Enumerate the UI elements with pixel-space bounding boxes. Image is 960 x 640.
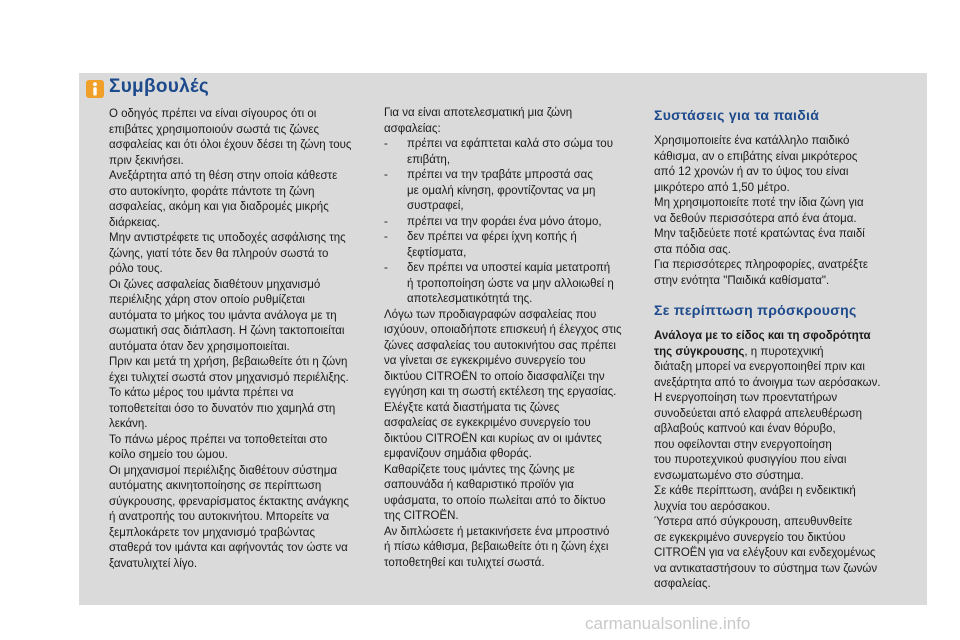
text-line: αυτόματης ακινητοποίησης σε περίπτωση (109, 480, 322, 492)
text-line: δικτύου CITROËN και κυρίως αν οι ιμάντες (384, 432, 602, 445)
text-line: πρέπει να την φοράει ένα μόνο άτομο, (407, 215, 602, 228)
impact-bold-line: Ανάλογα με το είδος και τη σφοδρότητα (654, 330, 871, 342)
text-line: ή πίσω κάθισμα, βεβαιωθείτε ότι η ζώνη έχει (384, 541, 609, 553)
text-line: ασφαλείας, ακόμη και για διαδρομές μικρής (109, 201, 329, 213)
text-line: Για να είναι αποτελεσματική μια ζώνη (384, 107, 573, 119)
text-line: της CITROËN. (384, 510, 459, 522)
impact-after-bold: , η πυροτεχνική (744, 345, 824, 358)
text-line: εμφανίζουν σημάδια φθοράς. (384, 448, 532, 460)
bullet-dash: - (384, 262, 388, 274)
text-line: Η ενεργοποίηση των προεντατήρων (654, 392, 838, 404)
column-2 (384, 106, 646, 571)
text-line: σε εγκεκριμένο συνεργείο του δικτύου (654, 531, 846, 544)
text-line: ρόλο τους. (109, 263, 163, 275)
text-line: ή τροποποίηση ώστε να μην αλλοιωθεί η (407, 277, 614, 290)
text-line: επιβάτες χρησιμοποιούν σωστά τις ζώνες (109, 123, 320, 136)
text-line: ασφαλείας: (384, 122, 441, 135)
text-line: επιβάτη, (407, 153, 451, 166)
list-item (384, 215, 646, 231)
text-line: πρέπει να εφάπτεται καλά στο σώμα του (407, 138, 613, 150)
text-line: δεν πρέπει να φέρει ίχνη κοπής ή (407, 231, 577, 243)
text-line: ανεξάρτητα από το άνοιγμα των αερόσακων. (654, 376, 881, 389)
text-line: λυχνία του αερόσακου. (654, 500, 771, 513)
impact-bold-text: της σύγκρουσης (654, 345, 745, 358)
column-1 (109, 107, 374, 572)
text-line: λεκάνη. (109, 418, 148, 430)
bullet-dash: - (384, 231, 388, 243)
text-line: σωματική σας διάπλαση. Η ζώνη τακτοποιείται (109, 325, 345, 337)
text-line: Μην ταξιδεύετε ποτέ κρατώντας ένα παιδί (654, 228, 865, 240)
text-line: Ο οδηγός πρέπει να είναι σίγουρος ότι οι (109, 108, 317, 120)
text-line: αποτελεσματικότητά της. (407, 293, 533, 305)
text-line: Μην αντιστρέφετε τις υποδοχές ασφάλισης της (109, 232, 346, 244)
text-line: ασφαλείας και ότι όλοι έχουν δέσει τη ζώνη τους (109, 139, 352, 151)
text-line: να αντικαταστήσουν το σύστημα των ζωνών (654, 562, 878, 575)
list-item (384, 230, 646, 261)
text-line: κοίλο σημείο του ώμου. (109, 449, 228, 461)
watermark: carmanualsonline.info (585, 614, 751, 633)
bullet-dash: - (384, 169, 388, 181)
text-line: Χρησιμοποιείτε ένα κατάλληλο παιδικό (654, 135, 850, 147)
text-line: Καθαρίζετε τους ιμάντες της ζώνης με (384, 463, 575, 476)
text-line: σύγκρουσης, φρεναρίσματος έκτακτης ανάγκης (109, 495, 349, 508)
text-line: Ύστερα από σύγκρουση, απευθυνθείτε (654, 516, 853, 528)
text-line: δικτύου CITROËN το οποίο διασφαλίζει την (384, 370, 605, 383)
text-line: ξεφτίσματα, (407, 246, 467, 259)
text-line: Αν διπλώσετε ή μετακινήσετε ένα μπροστινό (384, 525, 610, 538)
text-line: δεν πρέπει να υποστεί καμία μετατροπή (407, 262, 611, 274)
text-line: Ανεξάρτητα από τη θέση στην οποία κάθεστε (109, 170, 338, 182)
column-3 (654, 106, 922, 593)
text-line: ζώνες ασφαλείας του αυτοκινήτου σας πρέπει (384, 339, 616, 352)
text-line: Πριν και μετά τη χρήση, βεβαιωθείτε ότι η ζώνη (109, 356, 348, 368)
text-line: συνοδεύεται από ελαφρά απελευθέρωση (654, 407, 863, 420)
text-line: να γίνεται σε εγκεκριμένο συνεργείο του (384, 355, 586, 367)
text-line: ισχύουν, οποιαδήποτε επισκευή ή έλεγχος στις (384, 324, 622, 336)
text-line: τοποθετείται όσο το δυνατόν πιο χαμηλά στη (109, 402, 336, 415)
text-line: περιέλιξης χάρη στον οποίο ρυθμίζεται (109, 294, 305, 306)
text-line: Το πάνω μέρος πρέπει να τοποθετείται στο (109, 433, 328, 446)
text-line: σαπουνάδα ή καθαριστικό προϊόν για (384, 479, 574, 491)
section-title-children: Συστάσεις για τα παιδιά (654, 107, 820, 123)
text-line: αυτόματα το μήκος του ιμάντα ανάλογα με τη (109, 309, 337, 322)
text-line: ξεμπλοκάρετε τον μηχανισμό τραβώντας (109, 526, 315, 539)
list-item (384, 168, 646, 215)
text-line: ζώνης, γιατί τότε δεν θα πληρούν σωστά το (109, 247, 329, 260)
bullet-dash: - (384, 138, 388, 150)
text-line: Για περισσότερες πληροφορίες, ανατρέξτε (654, 259, 869, 271)
text-line: στην ενότητα "Παιδικά καθίσματα". (654, 274, 830, 287)
text-line: εγγύηση και τη σωστή εκτέλεση της εργασίας. (384, 386, 617, 398)
page-title: Συμβουλές (109, 76, 210, 97)
text-line: αβλαβούς καπνού και έναν θόρυβο, (654, 423, 836, 435)
text-line: ξανατυλιχτεί λίγο. (109, 557, 198, 570)
text-line: υφάσματα, το οποίο πωλείται από το δίκτυο (384, 494, 606, 507)
text-line: του πυροτεχνικού φυσιγγίου που είναι (654, 454, 847, 466)
text-line: ή ανατροπής του αυτοκινήτου. Μπορείτε να (109, 511, 330, 523)
info-icon (86, 80, 104, 98)
text-line: ασφαλείας σε εγκεκριμένο συνεργείο του (384, 417, 591, 429)
text-line: ενσωματωμένο στο σύστημα. (654, 469, 804, 482)
text-line: πριν ξεκινήσει. (109, 154, 184, 167)
text-line: με ομαλή κίνηση, φροντίζοντας να μη (407, 184, 596, 197)
section-title-impact: Σε περίπτωση πρόσκρουσης (654, 302, 857, 318)
text-line: σταθερά τον ιμάντα και αφήνοντάς τον ώστε να (109, 542, 348, 554)
text-line: ασφαλείας. (654, 578, 711, 590)
text-line: Οι μηχανισμοί περιέλιξης διαθέτουν σύστημα (109, 464, 337, 477)
text-line: από 12 χρονών ή αν το ύψος του είναι (654, 166, 849, 178)
text-line: διάρκειας. (109, 216, 160, 229)
text-line: Ελέγξτε κατά διαστήματα τις ζώνες (384, 401, 560, 414)
text-line: αυτόματα όταν δεν χρησιμοποιείται. (109, 340, 290, 353)
text-line: διάταξη μπορεί να ενεργοποιηθεί πριν και (654, 361, 865, 373)
text-line: CITROËN για να ελέγξουν και ενδεχομένως (654, 547, 876, 559)
text-line: στο αυτοκίνητο, φοράτε πάντοτε τη ζώνη (109, 185, 315, 198)
text-line: πρέπει να την τραβάτε μπροστά σας (407, 169, 593, 181)
text-line: που οφείλονται στην ενεργοποίηση (654, 438, 832, 451)
text-line: Μη χρησιμοποιείτε ποτέ την ίδια ζώνη για (654, 197, 864, 209)
list-item (384, 137, 646, 168)
text-line: μικρότερο από 1,50 μέτρο. (654, 181, 790, 194)
text-line: συστραφεί, (407, 200, 464, 212)
bullet-dash: - (384, 215, 388, 228)
text-line: να δεθούν περισσότερα από ένα άτομα. (654, 212, 857, 225)
text-line: έχει τυλιχτεί σωστά στον μηχανισμό περιέλιξης. (109, 371, 349, 384)
text-line: Το κάτω μέρος του ιμάντα πρέπει να (109, 387, 294, 399)
text-line: στα πόδια σας. (654, 243, 731, 256)
text-line: Σε κάθε περίπτωση, ανάβει η ενδεικτική (654, 485, 856, 497)
text-line: κάθισμα, αν ο επιβάτης είναι μικρότερος (654, 150, 858, 163)
text-line: Λόγω των προδιαγραφών ασφαλείας που (384, 308, 597, 321)
impact-bold-line-2 (654, 345, 922, 361)
list-item (384, 261, 646, 308)
text-line: τοποθετηθεί και τυλιχτεί σωστά. (384, 556, 545, 569)
text-line: Οι ζώνες ασφαλείας διαθέτουν μηχανισμό (109, 278, 321, 291)
